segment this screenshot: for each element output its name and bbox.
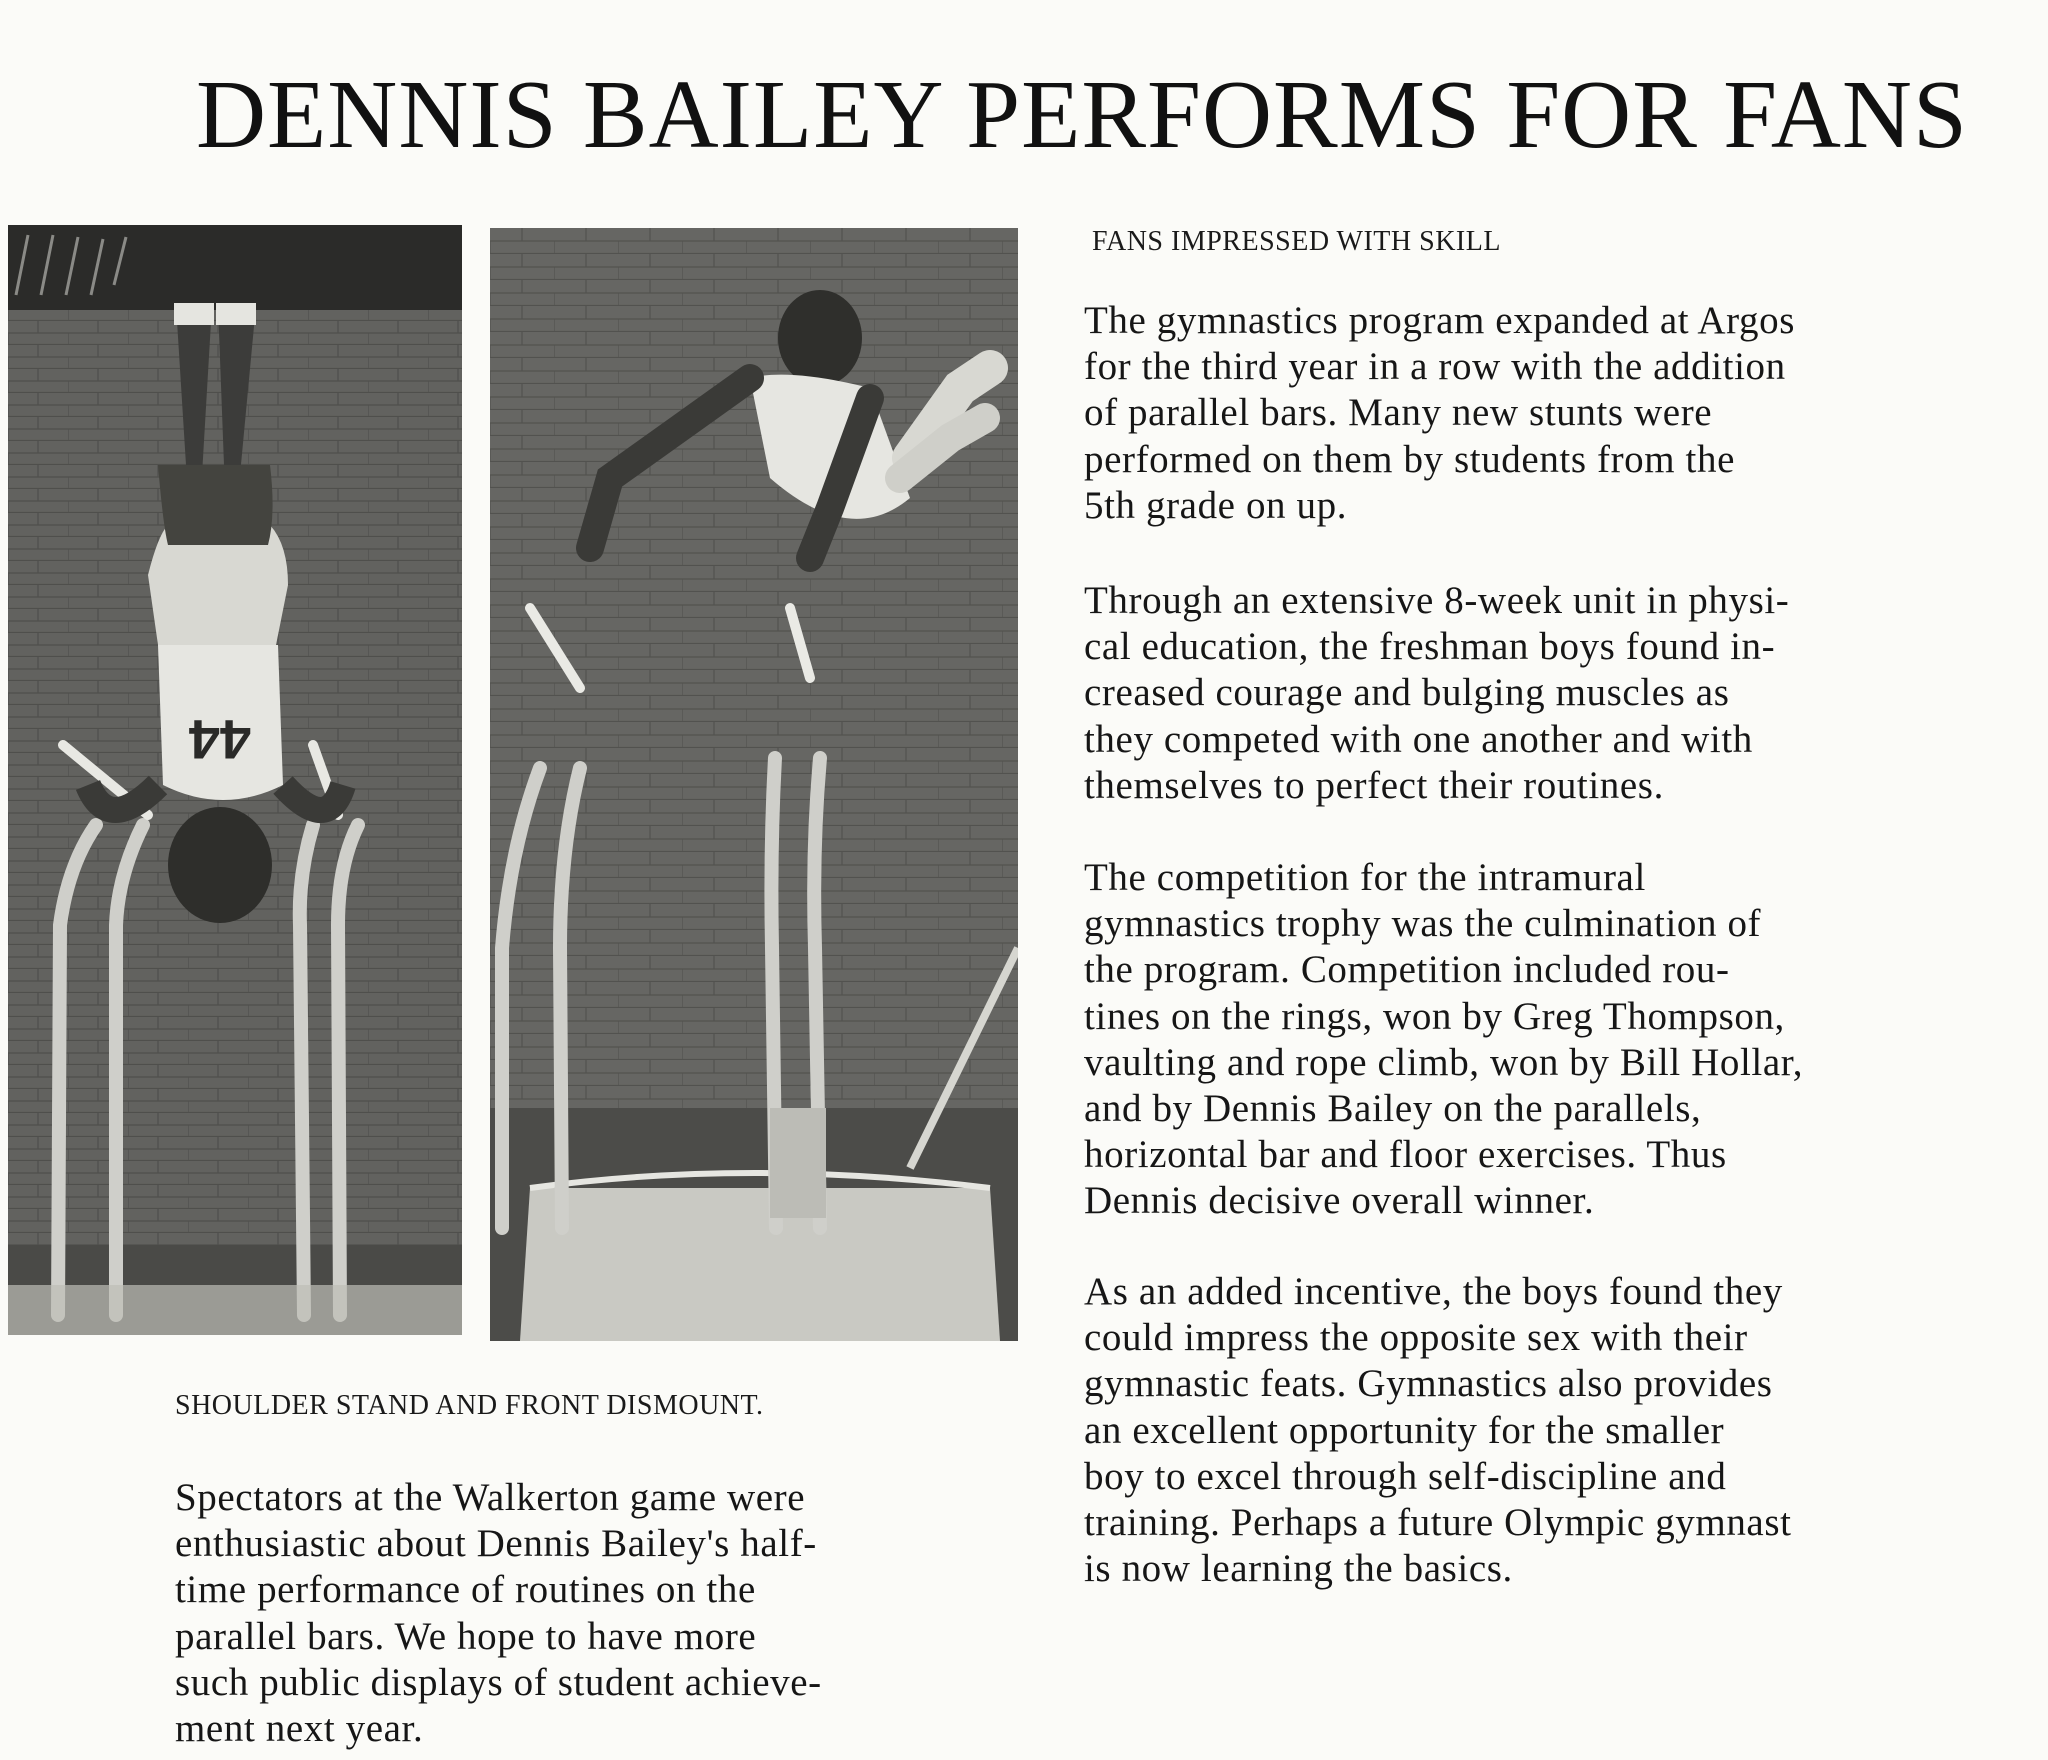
paragraph-line: of parallel bars. Many new stunts were [1084,391,1713,435]
shoulder-stand-photo [8,225,462,1335]
competition-paragraph [1084,855,1803,1225]
paragraph-line: and by Dennis Bailey on the parallels, [1084,1087,1702,1131]
jersey-number: 44 [188,708,252,771]
paragraph-line: for the third year in a row with the addition [1084,345,1786,389]
paragraph-line: Dennis decisive overall winner. [1084,1179,1595,1223]
paragraph-line: cal education, the freshman boys found in- [1084,625,1776,669]
paragraph-line: themselves to perfect their routines. [1084,763,1664,807]
paragraph-line: horizontal bar and floor exercises. Thus [1084,1133,1727,1177]
paragraph-line: gymnastic feats. Gymnastics also provides [1084,1362,1773,1406]
section-heading: FANS IMPRESSED WITH SKILL [1092,226,1501,257]
paragraph-line: performed on them by students from the [1084,437,1735,481]
paragraph-line: gymnastics trophy was the culmination of [1084,902,1762,946]
paragraph-line: is now learning the basics. [1084,1547,1513,1591]
paragraph-line: ment next year. [175,1707,424,1751]
paragraph-line: vaulting and rope climb, won by Bill Hollar, [1084,1040,1804,1084]
paragraph-line: Spectators at the Walkerton game were [175,1476,806,1519]
paragraph-line: time performance of routines on the [175,1568,756,1612]
paragraph-line: Through an extensive 8-week unit in physi- [1084,579,1790,622]
paragraph-line: they competed with one another and with [1084,717,1753,761]
paragraph-line: an excellent opportunity for the smaller [1084,1408,1725,1452]
paragraph-line: The gymnastics program expanded at Argos [1084,299,1796,342]
paragraph-line: such public displays of student achieve- [175,1660,822,1704]
walkerton-paragraph [175,1475,822,1752]
page-headline: DENNIS BAILEY PERFORMS FOR FANS [196,61,1968,168]
paragraph-line: boy to excel through self-discipline and [1084,1454,1727,1498]
incentive-paragraph [1084,1269,1792,1592]
front-dismount-illustration [490,228,1018,1341]
training-paragraph [1084,578,1789,809]
paragraph-line: parallel bars. We hope to have more [175,1614,757,1658]
paragraph-line: 5th grade on up. [1084,483,1348,527]
paragraph-line: could impress the opposite sex with their [1084,1316,1748,1360]
paragraph-line: the program. Competition included rou- [1084,948,1730,992]
paragraph-line: training. Perhaps a future Olympic gymnast [1084,1501,1792,1545]
paragraph-line: The competition for the intramural [1084,856,1646,899]
paragraph-line: As an added incentive, the boys found they [1084,1270,1783,1313]
front-dismount-photo [490,228,1018,1341]
program-paragraph [1084,298,1795,529]
shoulder-stand-illustration [8,225,462,1335]
paragraph-line: enthusiastic about Dennis Bailey's half- [175,1522,817,1566]
paragraph-line: tines on the rings, won by Greg Thompson, [1084,994,1785,1038]
photo-caption: SHOULDER STAND AND FRONT DISMOUNT. [175,1390,764,1421]
paragraph-line: creased courage and bulging muscles as [1084,671,1730,715]
